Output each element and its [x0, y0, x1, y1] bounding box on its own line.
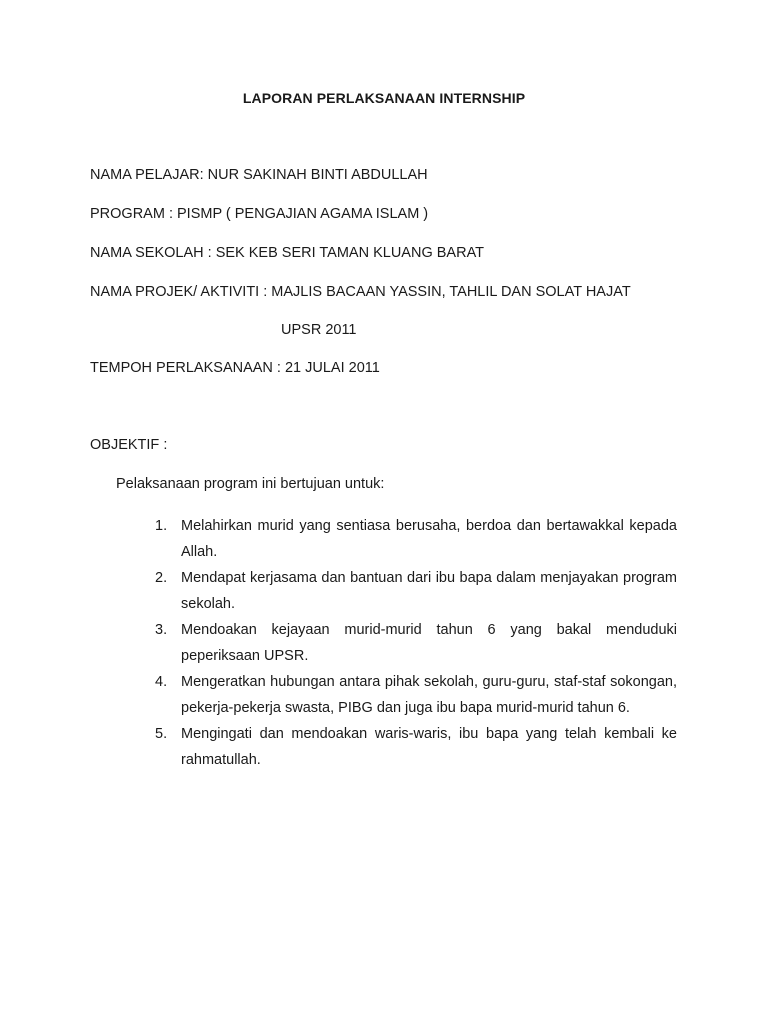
objective-text: Mendoakan kejayaan murid-murid tahun 6 yang bakal menduduki peperiksaan UPSR.: [181, 622, 677, 664]
objective-number: 3.: [155, 622, 168, 638]
field-tempoh: TEMPOH PERLAKSANAAN : 21 JULAI 2011: [90, 360, 380, 376]
field-program: PROGRAM : PISMP ( PENGAJIAN AGAMA ISLAM ): [90, 206, 429, 222]
objective-number: 1.: [155, 518, 168, 534]
objective-item: [155, 617, 677, 669]
objective-text: Mengingati dan mendoakan waris-waris, ibu bapa yang telah kembali ke rahmatullah.: [181, 726, 677, 768]
objective-number: 4.: [155, 674, 168, 690]
objective-item: [155, 513, 677, 565]
objective-text: Mendapat kerjasama dan bantuan dari ibu bapa dalam menjayakan program sekolah.: [181, 570, 677, 612]
objective-item: [155, 669, 677, 721]
objective-heading: OBJEKTIF :: [90, 437, 168, 453]
field-nama-projek: NAMA PROJEK/ AKTIVITI : MAJLIS BACAAN YASSIN, TAHLIL DAN SOLAT HAJAT: [90, 284, 631, 300]
field-nama-pelajar: NAMA PELAJAR: NUR SAKINAH BINTI ABDULLAH: [90, 167, 428, 183]
objective-item: [155, 721, 677, 773]
field-nama-projek-continuation: UPSR 2011: [281, 322, 357, 338]
document-title: LAPORAN PERLAKSANAAN INTERNSHIP: [242, 90, 526, 106]
objective-text: Melahirkan murid yang sentiasa berusaha, berdoa dan bertawakkal kepada Allah.: [181, 518, 677, 560]
objective-intro: Pelaksanaan program ini bertujuan untuk:: [116, 476, 385, 492]
objective-item: [155, 565, 677, 617]
objective-text: Mengeratkan hubungan antara pihak sekolah, guru-guru, staf-staf sokongan, pekerja-pekerja swasta, PIBG dan juga ibu bapa murid-murid tahun 6.: [181, 674, 677, 716]
field-nama-sekolah: NAMA SEKOLAH : SEK KEB SERI TAMAN KLUANG BARAT: [90, 245, 485, 261]
objective-list: [155, 513, 677, 773]
objective-number: 5.: [155, 726, 168, 742]
objective-number: 2.: [155, 570, 168, 586]
